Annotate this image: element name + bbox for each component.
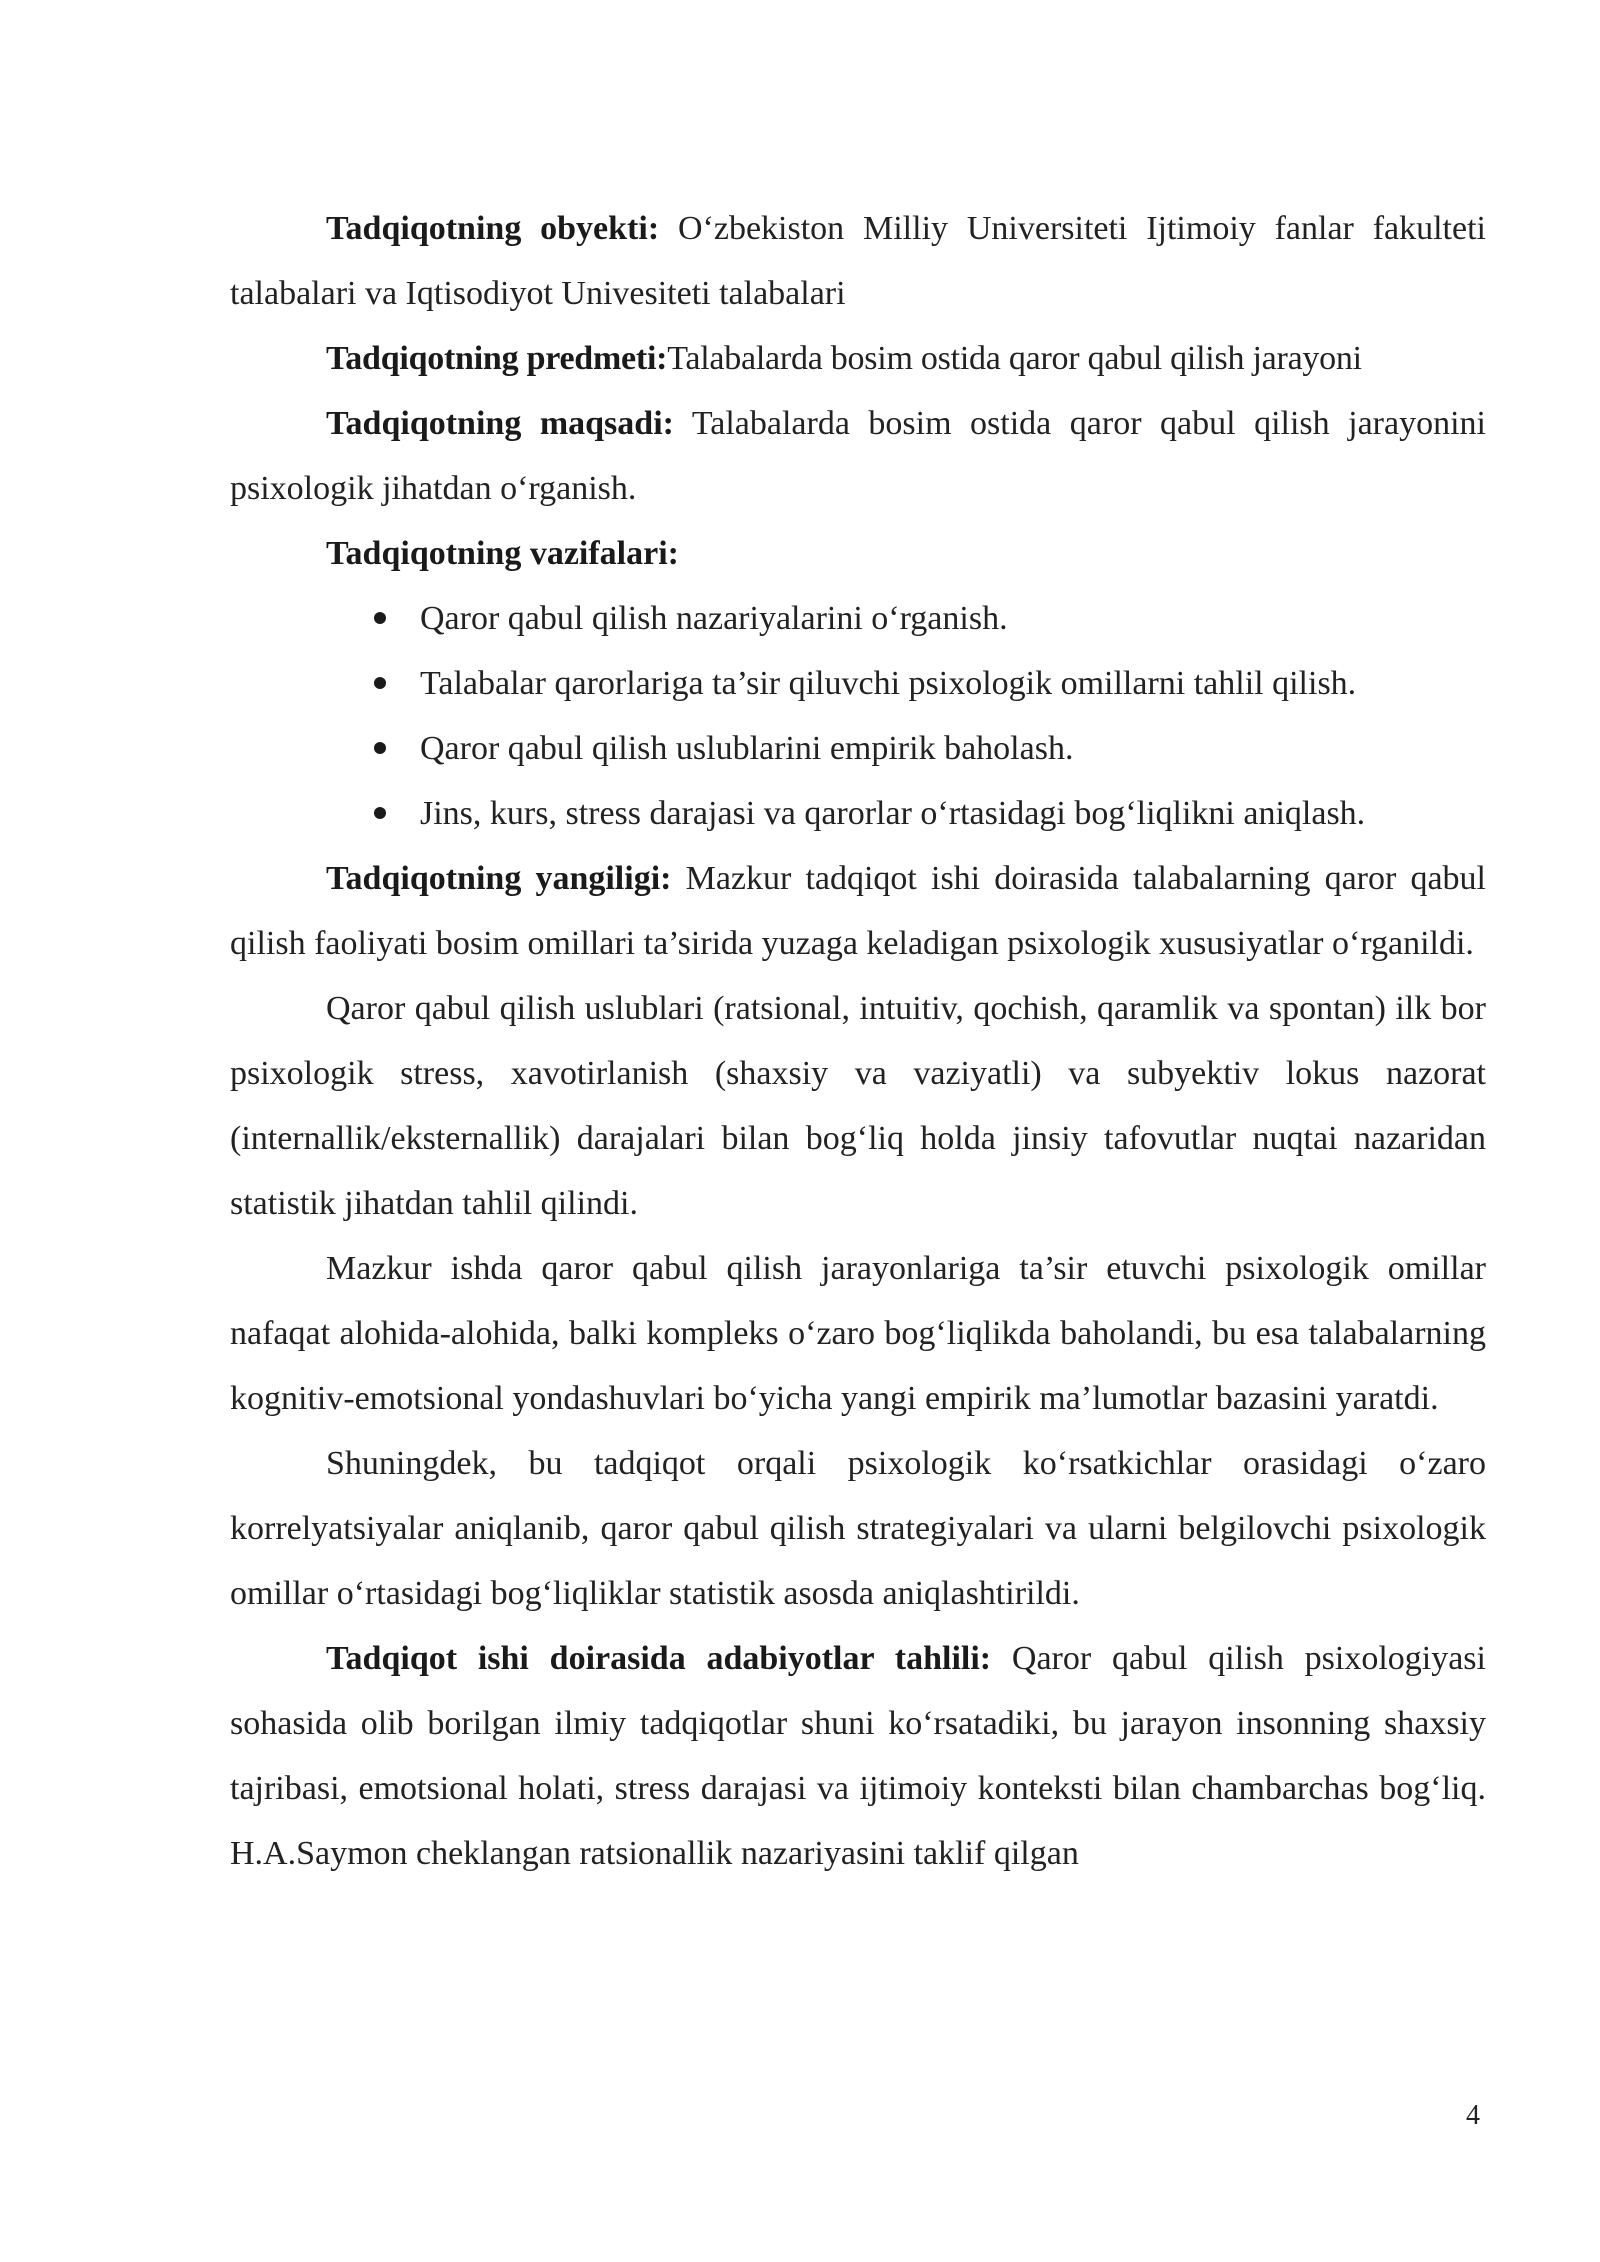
task-text: Talabalar qarorlariga ta’sir qiluvchi psixologik omillarni tahlil qilish. <box>420 665 1357 702</box>
novelty-paragraph <box>230 846 1486 976</box>
bullet-icon <box>374 612 386 624</box>
body-paragraph: Shuningdek, bu tadqiqot orqali psixologik ko‘rsatkichlar orasidagi o‘zaro korrelyatsiyalar aniqlanib, qaror qabul qilish strategiyalari va ularni belgilovchi psixologik omillar o‘rtasidagi bog‘liqliklar statistik asosda aniqlashtirildi. <box>230 1445 1486 1612</box>
task-text: Qaror qabul qilish uslublarini empirik baholash. <box>420 730 1074 767</box>
goal-paragraph <box>230 391 1486 521</box>
object-text: O‘zbekiston Milliy Universiteti Ijtimoiy fanlar fakulteti talabalari va Iqtisodiyot Univesiteti talabalari <box>230 210 1486 312</box>
task-text: Jins, kurs, stress darajasi va qarorlar o‘rtasidagi bog‘liqlikni aniqlash. <box>420 795 1366 832</box>
novelty-text: Mazkur tadqiqot ishi doirasida talabalarning qaror qabul qilish faoliyati bosim omillari ta’sirida yuzaga keladigan psixologik xususiyatlar o‘rganildi. <box>230 860 1486 962</box>
document-page <box>230 196 1486 1886</box>
literature-text: Qaror qabul qilish psixologiyasi sohasida olib borilgan ilmiy tadqiqotlar shuni ko‘rsatadiki, bu jarayon insonning shaxsiy tajribasi, emotsional holati, stress darajasi va ijtimoiy konteksti bilan chambarchas bog‘liq. H.A.Saymon cheklangan ratsionallik nazariyasini taklif qilgan <box>230 1640 1486 1872</box>
goal-label: Tadqiqotning maqsadi: <box>326 405 674 442</box>
tasks-list <box>230 586 1486 846</box>
tasks-heading-paragraph <box>230 521 1486 586</box>
object-label: Tadqiqotning obyekti: <box>326 210 660 247</box>
list-item <box>230 781 1486 846</box>
literature-label: Tadqiqot ishi doirasida adabiyotlar tahlili: <box>326 1640 992 1677</box>
subject-label: Tadqiqotning predmeti: <box>326 340 668 377</box>
literature-paragraph <box>230 1626 1486 1886</box>
page-number: 4 <box>1466 2100 1480 2131</box>
subject-paragraph <box>230 326 1486 391</box>
list-item <box>230 586 1486 651</box>
body-paragraph: Mazkur ishda qaror qabul qilish jarayonlariga ta’sir etuvchi psixologik omillar nafaqat alohida-alohida, balki kompleks o‘zaro bog‘liqlikda baholandi, bu esa talabalarning kognitiv-emotsional yondashuvlari bo‘yicha yangi empirik ma’lumotlar bazasini yaratdi. <box>230 1250 1486 1417</box>
bullet-icon <box>374 677 386 689</box>
bullet-icon <box>374 742 386 754</box>
list-item <box>230 716 1486 781</box>
subject-text: Talabalarda bosim ostida qaror qabul qilish jarayoni <box>667 340 1362 377</box>
goal-text: Talabalarda bosim ostida qaror qabul qilish jarayonini psixologik jihatdan o‘rganish. <box>230 405 1486 507</box>
body-paragraph: Qaror qabul qilish uslublari (ratsional, intuitiv, qochish, qaramlik va spontan) ilk bor psixologik stress, xavotirlanish (shaxsiy va vaziyatli) va subyektiv lokus nazorat (internallik/eksternallik) darajalari bilan bog‘liq holda jinsiy tafovutlar nuqtai nazaridan statistik jihatdan tahlil qilindi. <box>230 990 1486 1222</box>
novelty-label: Tadqiqotning yangiligi: <box>326 860 672 897</box>
bullet-icon <box>374 807 386 819</box>
object-paragraph <box>230 196 1486 326</box>
task-text: Qaror qabul qilish nazariyalarini o‘rganish. <box>420 600 1008 637</box>
tasks-label: Tadqiqotning vazifalari: <box>326 535 679 572</box>
list-item <box>230 651 1486 716</box>
